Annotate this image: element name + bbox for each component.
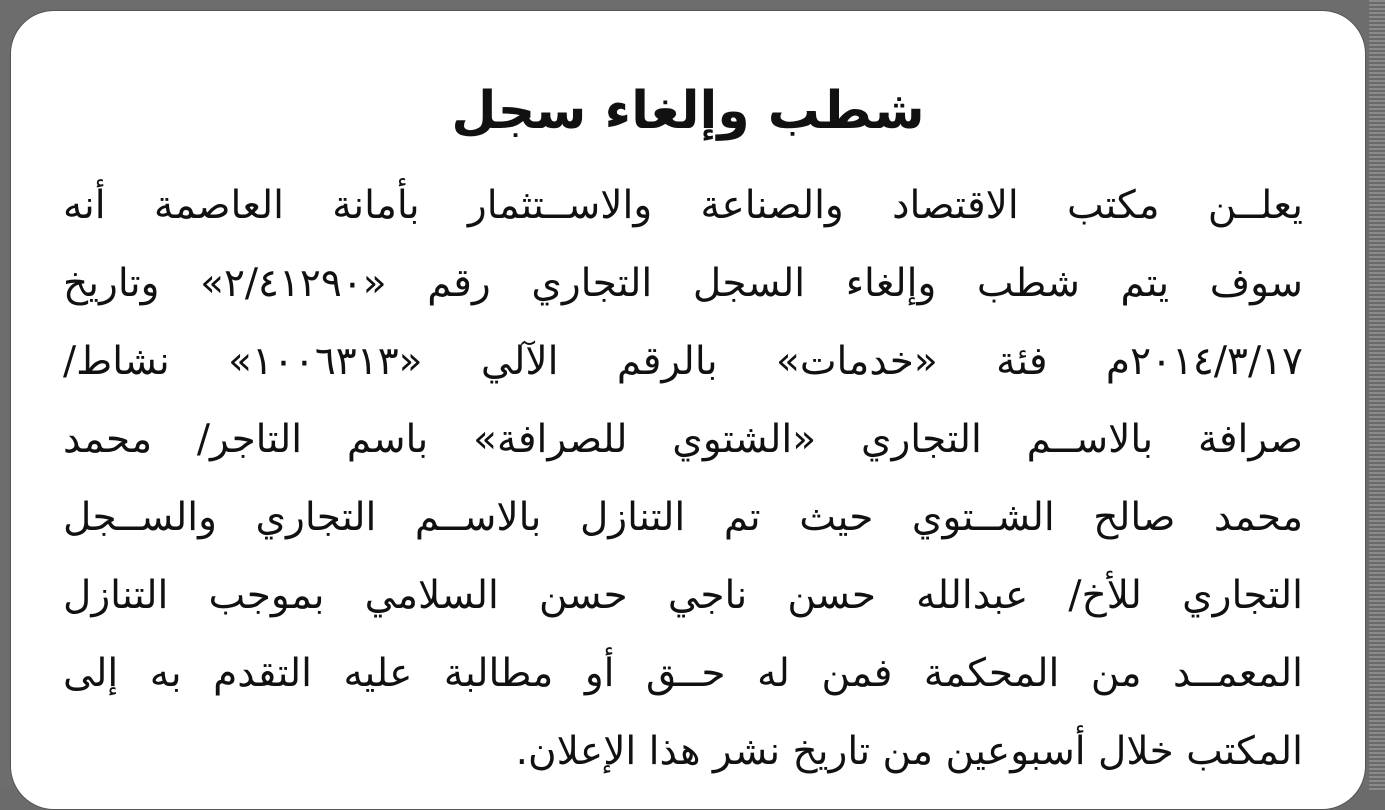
notice-card [10,10,1366,810]
notice-body [63,167,1303,791]
notice-title: شطب وإلغاء سجل [451,81,925,141]
notice-line-4: صرافة بالاســم التجاري «الشتوي للصرافة» باسم التاجر/ محمد [63,417,1303,462]
notice-line-1: يعلــن مكتب الاقتصاد والصناعة والاســتثمار بأمانة العاصمة أنه [63,183,1303,228]
notice-line-7: المعمــد من المحكمة فمن له حــق أو مطالبة عليه التقدم به إلى [63,651,1303,696]
notice-line-5: محمد صالح الشــتوي حيث تم التنازل بالاســم التجاري والســجل [63,495,1303,540]
scan-edge-strip [1369,0,1385,790]
notice-line-2: سوف يتم شطب وإلغاء السجل التجاري رقم «٢/٤١٢٩٠» وتاريخ [63,261,1303,306]
notice-line-6: التجاري للأخ/ عبدالله حسن ناجي حسن السلامي بموجب التنازل [63,573,1303,618]
notice-line-8: المكتب خلال أسبوعين من تاريخ نشر هذا الإعلان. [515,729,1303,774]
notice-line-3: ٢٠١٤/٣/١٧م فئة «خدمات» بالرقم الآلي «١٠٠٦٣١٣» نشاط/ [63,339,1303,384]
